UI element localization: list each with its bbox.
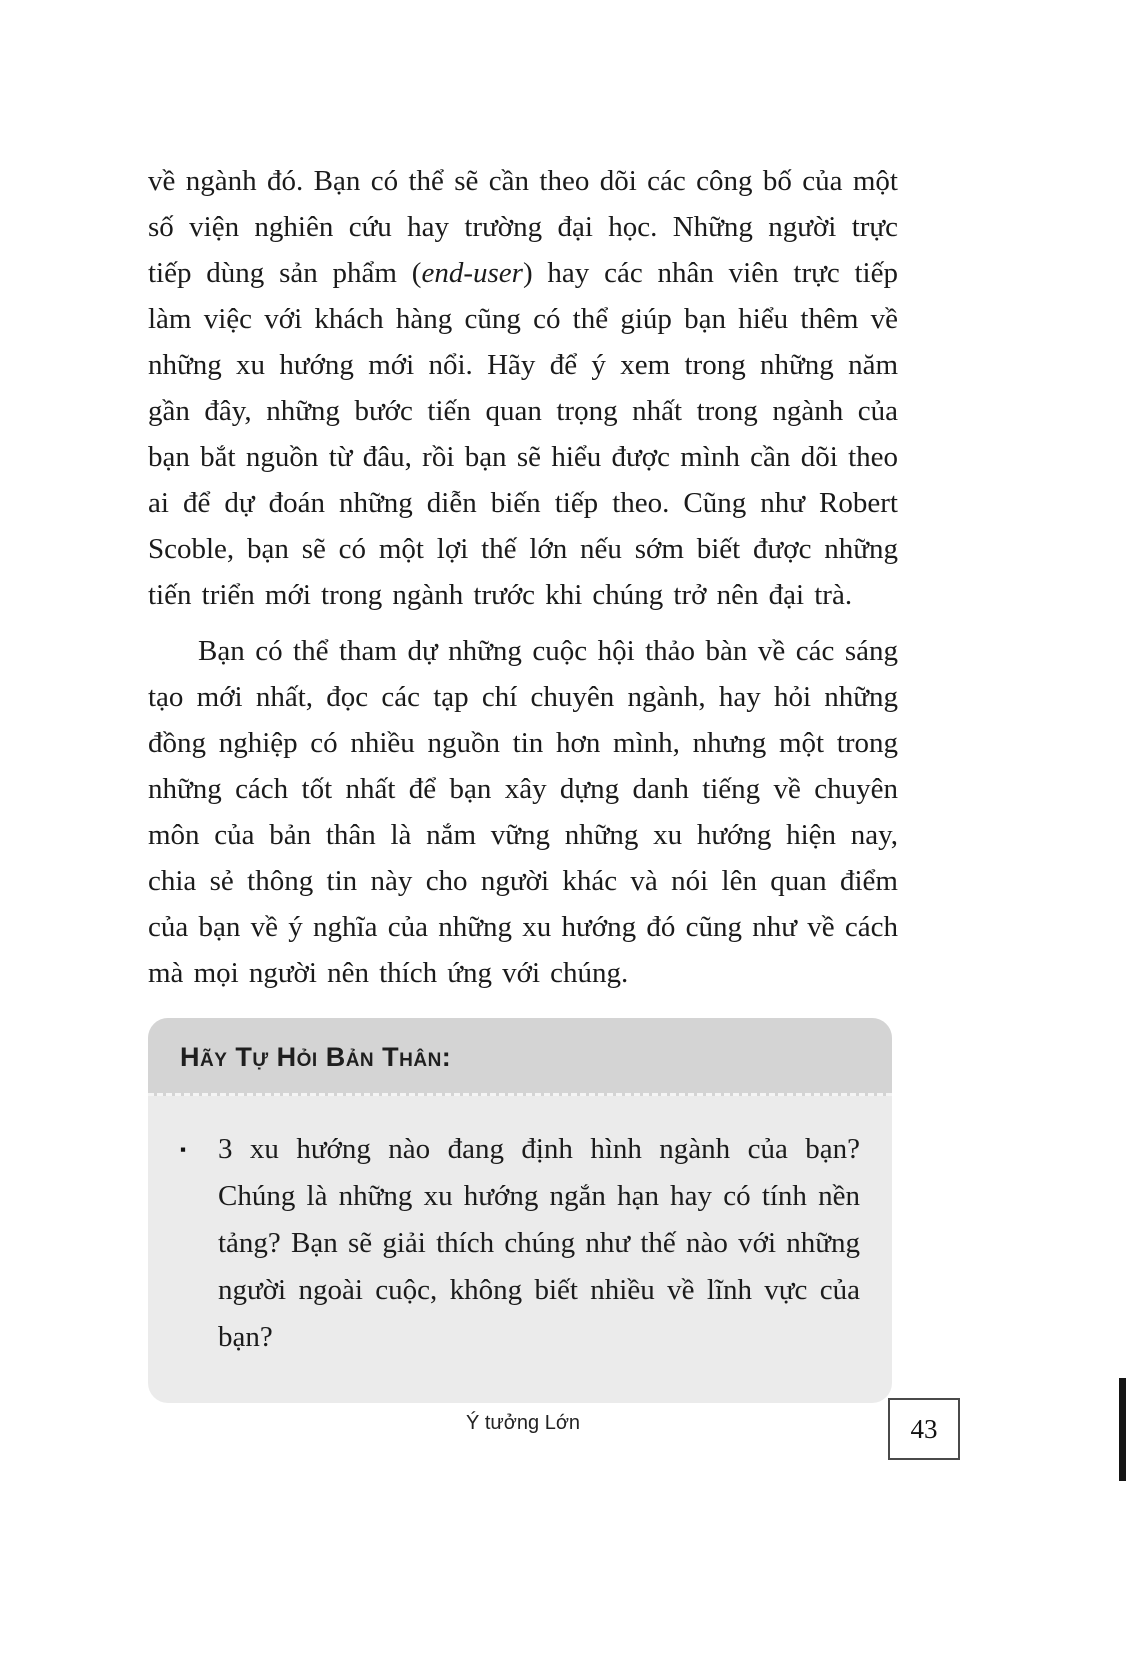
- page-number-box: [888, 1398, 960, 1460]
- callout-title: Hãy Tự Hỏi Bản Thân:: [180, 1042, 452, 1072]
- square-bullet-icon: ▪: [180, 1140, 187, 1159]
- running-footer-title: Ý tưởng Lớn: [465, 1412, 581, 1434]
- paragraph-1-text: về ngành đó. Bạn có thể sẽ cần theo dõi các công bố của một số viện nghiên cứu hay trường đại học. Những người trực tiếp dùng sản phẩm (: [148, 165, 898, 289]
- paragraph-1-italic-term: end-user: [421, 257, 523, 289]
- page-footer: [148, 1412, 898, 1435]
- paragraph-2: Bạn có thể tham dự những cuộc hội thảo bàn về các sáng tạo mới nhất, đọc các tạp chí chuyên ngành, hay hỏi những đồng nghiệp có nhiều nguồn tin hơn mình, nhưng một trong những cách tốt nhất để bạn xây dựng danh tiếng về chuyên môn của bản thân là nắm vững những xu hướng hiện nay, chia sẻ thông tin này cho người khác và nói lên quan điểm của bạn về ý nghĩa của những xu hướng đó cũng như về cách mà mọi người nên thích ứng với chúng.: [148, 635, 898, 989]
- page-number: 43: [910, 1413, 938, 1444]
- list-item: [180, 1126, 860, 1361]
- callout-item-text: 3 xu hướng nào đang định hình ngành của bạn? Chúng là những xu hướng ngắn hạn hay có tính nền tảng? Bạn sẽ giải thích chúng như thế nào với những người ngoài cuộc, không biết nhiều về lĩnh vực của bạn?: [218, 1133, 860, 1353]
- paragraph-1: [148, 158, 898, 618]
- callout-header: [148, 1018, 892, 1096]
- callout-body: [148, 1096, 892, 1403]
- ask-yourself-callout: [148, 1018, 892, 1403]
- body-text-block: [148, 158, 898, 1403]
- page-edge-tab: [1119, 1378, 1126, 1481]
- paragraph-1-text-continued: ) hay các nhân viên trực tiếp làm việc với khách hàng cũng có thể giúp bạn hiểu thêm về những xu hướng mới nổi. Hãy để ý xem trong những năm gần đây, những bước tiến quan trọng nhất trong ngành của bạn bắt nguồn từ đâu, rồi bạn sẽ hiểu được mình cần dõi theo ai để dự đoán những diễn biến tiếp theo. Cũng như Robert Scoble, bạn sẽ có một lợi thế lớn nếu sớm biết được những tiến triển mới trong ngành trước khi chúng trở nên đại trà.: [148, 257, 898, 611]
